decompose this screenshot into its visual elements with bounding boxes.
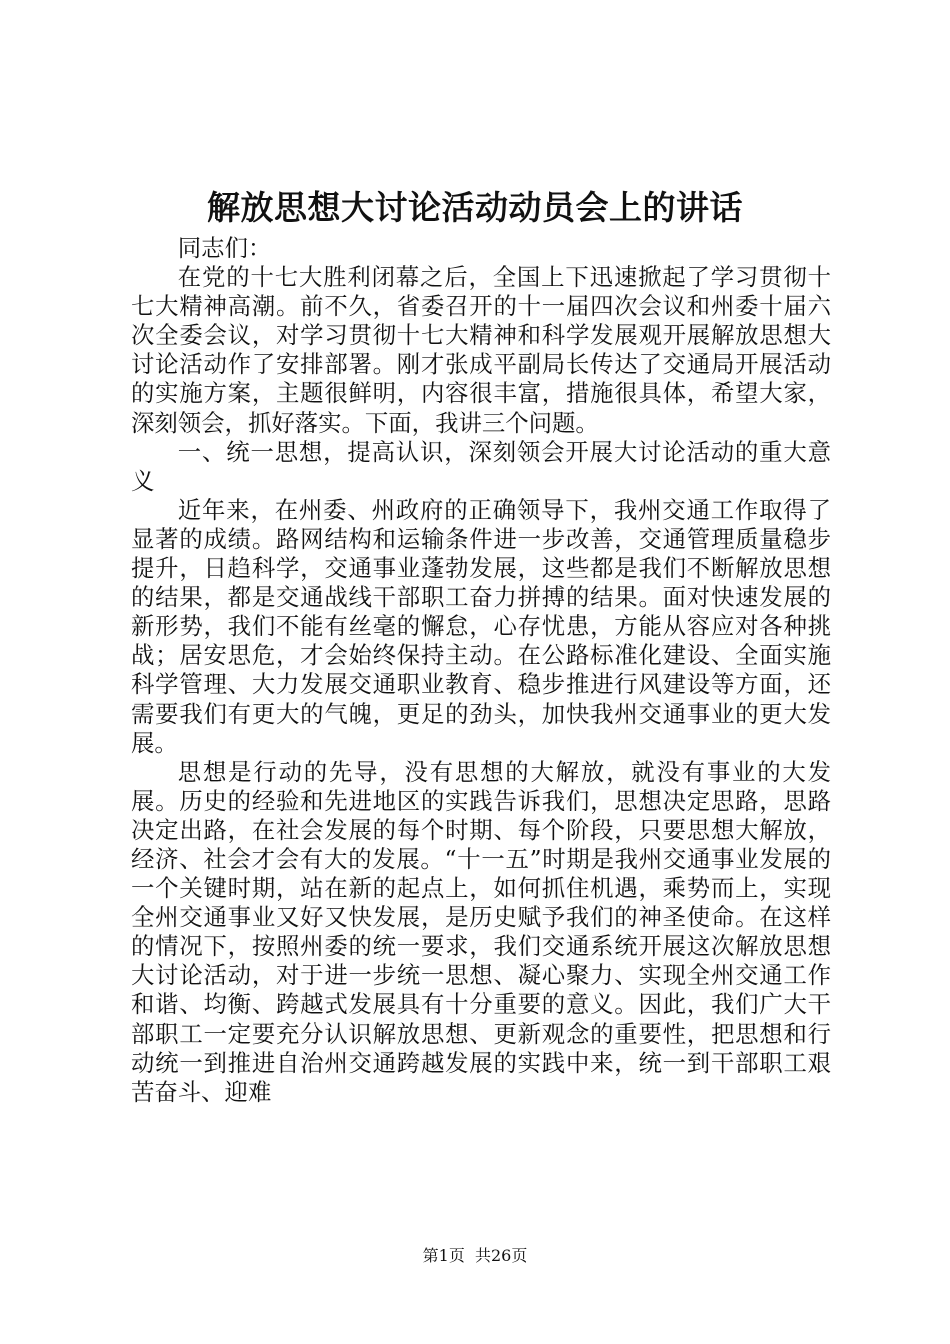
paragraph: 思想是行动的先导，没有思想的大解放，就没有事业的大发展。历史的经验和先进地区的实践告诉我们，思想决定思路，思路决定出路，在社会发展的每个时期、每个阶段，只要思想大解放，经济、社会才会有大的发展。“十一五”时期是我州交通事业发展的一个关键时期，站在新的起点上，如何抓住机遇，乘势而上，实现全州交通事业又好又快发展，是历史赋予我们的神圣使命。在这样的情况下，按照州委的统一要求，我们交通系统开展这次解放思想大讨论活动，对于进一步统一思想、凝心聚力、实现全州交通工作和谐、均衡、跨越式发展具有十分重要的意义。因此，我们广大干部职工一定要充分认识解放思想、更新观念的重要性，把思想和行动统一到推进自治州交通跨越发展的实践中来，统一到干部职工艰苦奋斗、迎难 [131,757,831,1106]
section-heading: 一、统一思想，提高认识，深刻领会开展大讨论活动的重大意义 [131,437,831,495]
page-footer [0,1245,950,1267]
paragraph: 在党的十七大胜利闭幕之后，全国上下迅速掀起了学习贯彻十七大精神高潮。前不久，省委召开的十一届四次会议和州委十届六次全委会议，对学习贯彻十七大精神和科学发展观开展解放思想大讨论活动作了安排部署。刚才张成平副局长传达了交通局开展活动的实施方案，主题很鲜明，内容很丰富，措施很具体，希望大家，深刻领会，抓好落实。下面，我讲三个问题。 [131,263,831,437]
salutation: 同志们： [177,234,272,262]
page-number: 第1页 共26页 [422,1246,528,1265]
document-title: 解放思想大讨论活动动员会上的讲话 [207,188,743,227]
paragraph: 近年来，在州委、州政府的正确领导下，我州交通工作取得了显著的成绩。路网结构和运输条件进一步改善，交通管理质量稳步提升，日趋科学，交通事业蓬勃发展，这些都是我们不断解放思想的结果，都是交通战线干部职工奋力拼搏的结果。面对快速发展的新形势，我们不能有丝毫的懈怠，心存忧患，方能从容应对各种挑战；居安思危，才会始终保持主动。在公路标准化建设、全面实施科学管理、大力发展交通职业教育、稳步推进行风建设等方面，还需要我们有更大的气魄，更足的劲头，加快我州交通事业的更大发展。 [131,495,831,757]
document-body [131,234,831,1107]
